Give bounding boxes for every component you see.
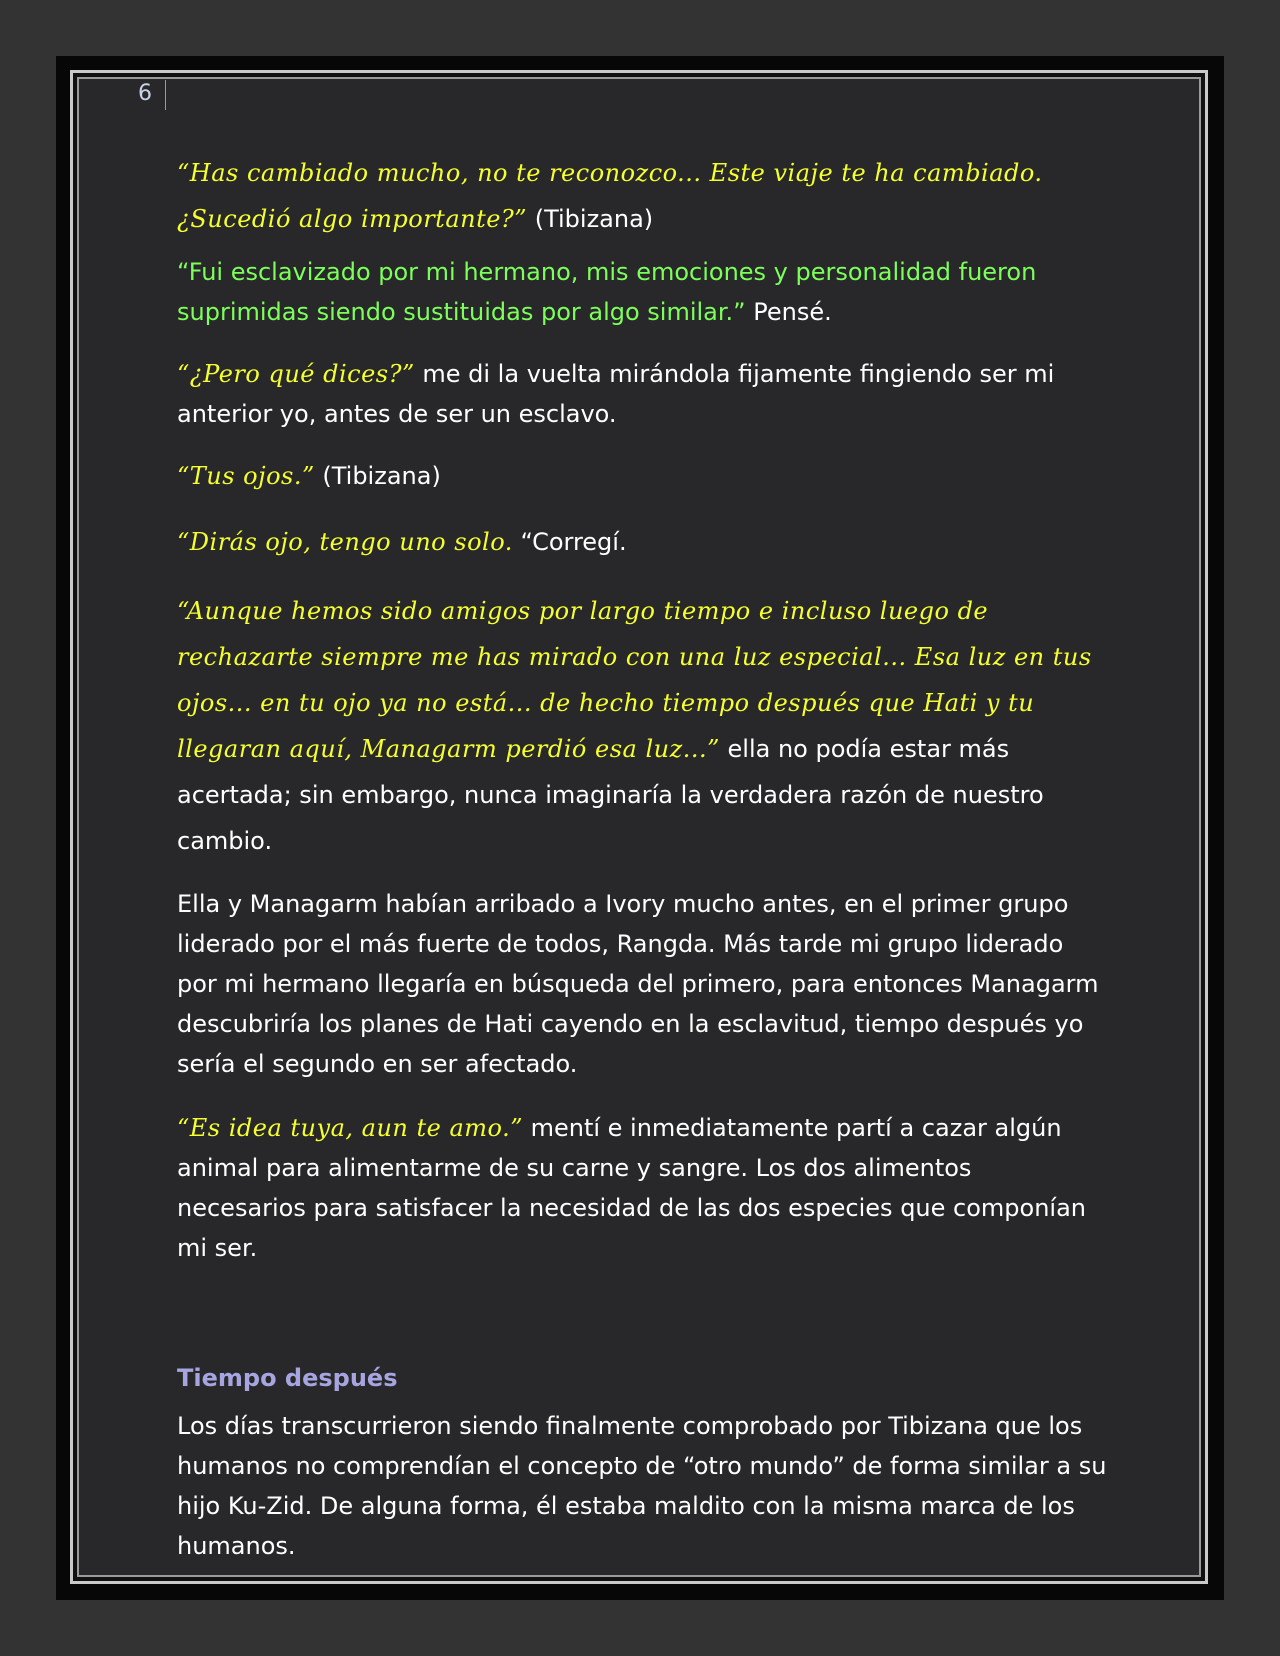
dialogue-attribution: (Tibizana) [314,462,441,490]
narration-text: Los días transcurrieron siendo finalmente comprobado por Tibizana que los humanos no comprendían el concepto de “otro mundo” de forma similar a su hijo Ku-Zid. De alguna forma, él estaba maldito con la misma marca de los humanos. [177,1412,1107,1560]
paragraph-7 [177,884,1107,1084]
page-number-divider [165,80,166,110]
section-paragraph [177,1406,1107,1566]
narration-text: me di la vuelta mirándola fijamente fingiendo ser mi anterior yo, antes de ser un esclavo. [177,360,1055,428]
dialogue-quote: “Has cambiado mucho, no te reconozco... Este viaje te ha cambiado. ¿Sucedió algo importante?” [177,159,1043,233]
dialogue-quote: “¿Pero qué dices?” [177,360,415,388]
paragraph-5 [177,522,1107,562]
thought-quote: “Fui esclavizado por mi hermano, mis emociones y personalidad fueron suprimidas siendo sustituidas por algo similar.” [177,258,1037,326]
paragraph-1 [177,150,1107,242]
dialogue-quote: “Tus ojos.” [177,462,315,490]
dialogue-quote: “Es idea tuya, aun te amo.” [177,1114,523,1142]
dialogue-attribution: (Tibizana) [527,205,654,233]
narration-text: “Corregí. [512,528,627,556]
narration-text: mentí e inmediatamente partí a cazar algún animal para alimentarme de su carne y sangre. Los dos alimentos necesarios para satisfacer la necesidad de las dos especies que componían mi ser. [177,1114,1086,1262]
narration-text: ella no podía estar más acertada; sin embargo, nunca imaginaría la verdadera razón de nuestro cambio. [177,735,1044,855]
narration-text: Pensé. [745,298,832,326]
paragraph-8 [177,1108,1107,1268]
dialogue-quote: “Dirás ojo, tengo uno solo. [177,528,513,556]
paragraph-6 [177,588,1107,864]
paragraph-4 [177,456,1107,496]
dialogue-quote: “Aunque hemos sido amigos por largo tiempo e incluso luego de rechazarte siempre me has mirado con una luz especial... Esa luz en tus ojos... en tu ojo ya no está... de hecho tiempo después que Hati y tu llegaran aquí, Managarm perdió esa luz...” [177,597,1092,763]
paragraph-3 [177,354,1107,434]
page-content [177,150,1107,1566]
section-heading: Tiempo después [177,1364,398,1392]
narration-text: Ella y Managarm habían arribado a Ivory mucho antes, en el primer grupo liderado por el más fuerte de todos, Rangda. Más tarde mi grupo liderado por mi hermano llegaría en búsqueda del primero, para entonces Managarm descubriría los planes de Hati cayendo en la esclavitud, tiempo después yo sería el segundo en ser afectado. [177,890,1099,1078]
paragraph-2 [177,252,1107,332]
page-number: 6 [138,81,152,106]
